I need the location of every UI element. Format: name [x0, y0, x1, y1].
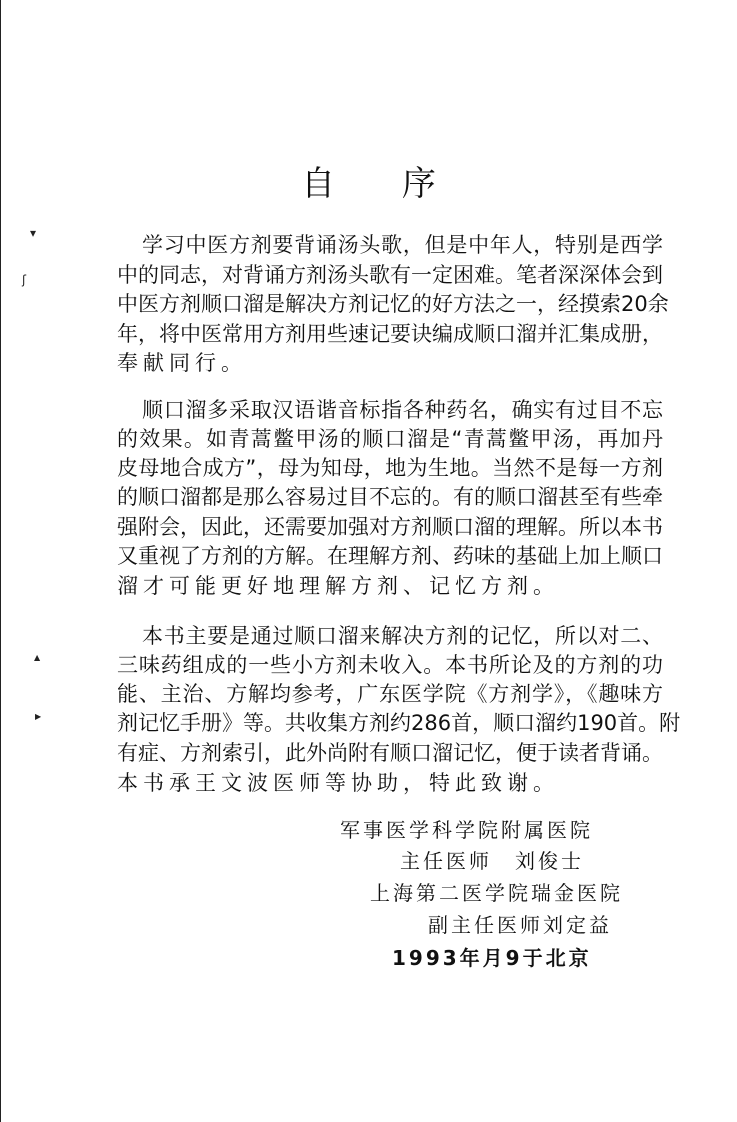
paragraph-line: 中的同志，对背诵方剂汤头歌有一定困难。笔者深深体会到 [117, 263, 663, 287]
paragraph-line: 皮母地合成方”，母为知母，地为生地。当然不是每一方剂 [117, 456, 663, 480]
paragraph-line: 又重视了方剂的方解。在理解方剂、药味的基础上加上顺口 [117, 544, 663, 568]
paragraph-line: 年，将中医常用方剂用些速记要诀编成顺口溜并汇集成册， [117, 322, 663, 346]
paragraph-line: 溜才可能更好地理解方剂、记忆方剂。 [117, 574, 559, 598]
author-2: 副主任医师刘定益 [428, 913, 612, 937]
scan-mark: ▶ [35, 712, 42, 721]
paragraph-line: 的顺口溜都是那么容易过目不忘的。有的顺口溜甚至有些牵 [117, 485, 663, 509]
scan-mark: ▾ [30, 226, 37, 240]
paragraph-line: 剂记忆手册》等。共收集方剂约286首，顺口溜约190首。附 [117, 711, 681, 735]
affiliation-1: 军事医学科学院附属医院 [340, 818, 593, 842]
paragraph-line: 奉献同行。 [117, 351, 247, 375]
paragraph-line: 强附会，因此，还需要加强对方剂顺口溜的理解。所以本书 [117, 515, 663, 539]
paragraph-line: 三味药组成的一些小方剂未收入。本书所论及的方剂的功 [117, 653, 663, 677]
paragraph-line: 能、主治、方解均参考，广东医学院《方剂学》，《趣味方 [117, 682, 663, 706]
author-1: 主任医师 刘俊士 [400, 849, 584, 873]
paragraph-line: 本书主要是通过顺口溜来解决方剂的记忆，所以对二、 [142, 624, 663, 648]
scan-mark: ▲ [34, 653, 41, 662]
date-place: 1993年月9于北京 [392, 946, 592, 970]
scan-mark: ʃ [22, 273, 27, 287]
page-title: 自 序 [301, 164, 464, 204]
paragraph-line: 的效果。如青蒿鳖甲汤的顺口溜是“青蒿鳖甲汤，再加丹 [117, 427, 663, 451]
paragraph-line: 中医方剂顺口溜是解决方剂记忆的好方法之一，经摸索20余 [117, 292, 669, 316]
affiliation-2: 上海第二医学院瑞金医院 [370, 881, 623, 905]
paragraph-line: 学习中医方剂要背诵汤头歌，但是中年人，特别是西学 [142, 233, 663, 257]
paragraph-line: 顺口溜多采取汉语谐音标指各种药名，确实有过目不忘 [142, 398, 663, 422]
paragraph-line: 本书承王文波医师等协助，特此致谢。 [117, 771, 559, 795]
paragraph-line: 有症、方剂索引，此外尚附有顺口溜记忆，便于读者背诵。 [117, 741, 663, 765]
